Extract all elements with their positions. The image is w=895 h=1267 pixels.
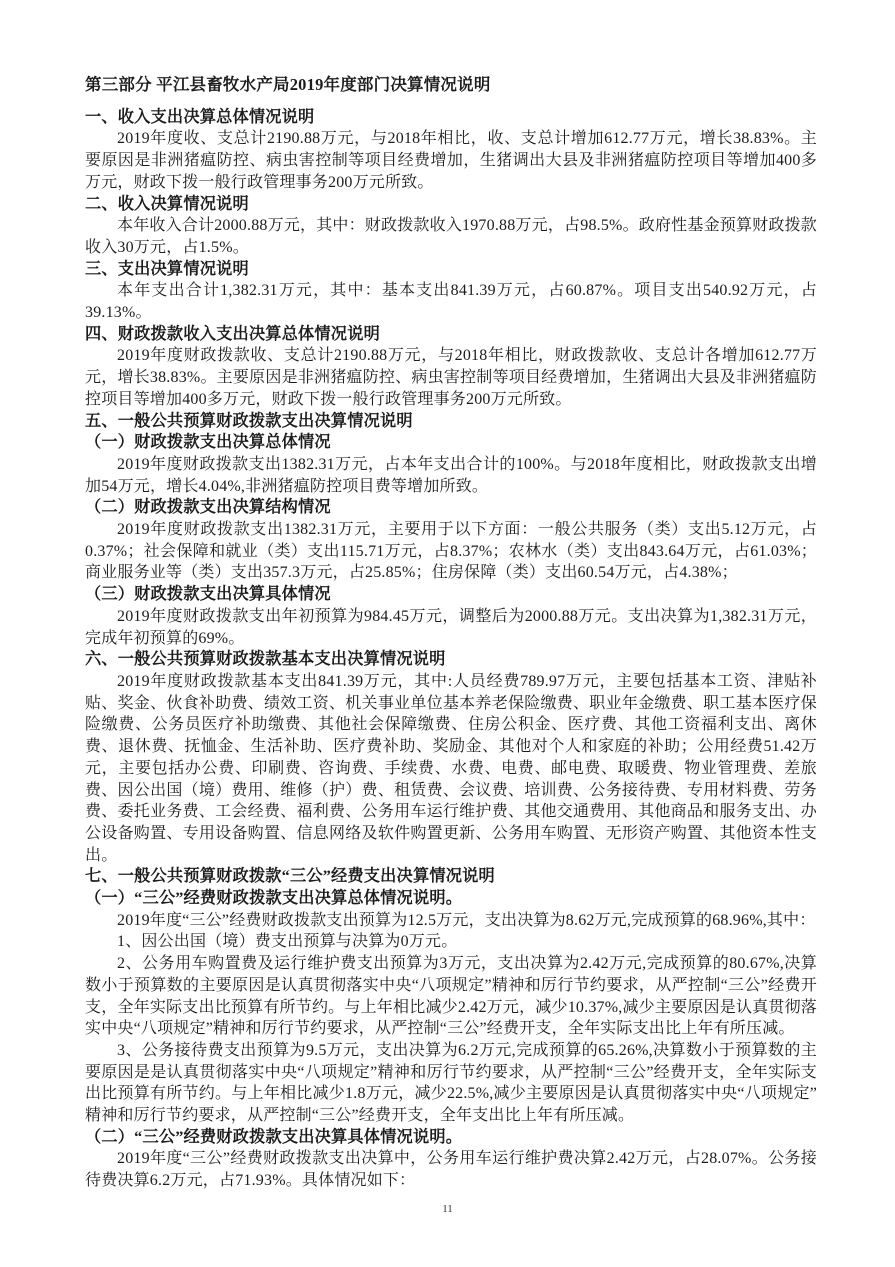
section-heading: （一）“三公”经费财政拨款支出决算总体情况说明。 bbox=[85, 889, 463, 908]
section-heading: 一、收入支出决算总体情况说明 bbox=[85, 107, 315, 126]
paragraph: 2019年度“三公”经费财政拨款支出预算为12.5万元，支出决算为8.62万元,完成预算的68.96%,其中： bbox=[117, 911, 816, 929]
section-heading: 四、财政拨款收入支出决算总体情况说明 bbox=[85, 324, 380, 343]
paragraph: 2019年度财政拨款基本支出841.39万元，其中:人员经费789.97万元，主要包括基本工资、津贴补贴、奖金、伙食补助费、绩效工资、机关事业单位基本养老保险缴费、职业年金缴费、职工基本医疗保险缴费、公务员医疗补助缴费、其他社会保障缴费、住房公积金、医疗费、其他工资福利支出、离休费、退休费、抚恤金、生活补助、医疗费补助、奖励金、其他对个人和家庭的补助；公用经费51.42万元，主要包括办公费、印刷费、咨询费、手续费、水费、电费、邮电费、取暖费、物业管理费、差旅费、因公出国（境）费用、维修（护）费、租赁费、会议费、培训费、公务接待费、专用材料费、劳务费、委托业务费、工会经费、福利费、公务用车运行维护费、其他交通费用、其他商品和服务支出、办公设备购置、专用设备购置、信息网络及软件购置更新、公务用车购置、无形资产购置、其他资本性支出。 bbox=[85, 672, 817, 864]
paragraph: 1、因公出国（境）费支出预算与决算为0万元。 bbox=[117, 933, 458, 951]
paragraph: 2、公务用车购置费及运行维护费支出预算为3万元，支出决算为2.42万元,完成预算的80.67%,决算数小于预算数的主要原因是认真贯彻落实中央“八项规定”精神和厉行节约要求，从严控制“三公”经费开支，全年实际支出比预算有所节约。与上年相比减少2.42万元，减少10.37%,减少主要原因是认真贯彻落实中央“八项规定”精神和厉行节约要求，从严控制“三公”经费开支，全年实际支出比上年有所压减。 bbox=[85, 955, 817, 1038]
section-heading: 七、一般公共预算财政拨款“三公”经费支出决算情况说明 bbox=[85, 867, 495, 886]
paragraph: 3、公务接待费支出预算为9.5万元，支出决算为6.2万元,完成预算的65.26%,决算数小于预算数的主要原因是是认真贯彻落实中央“八项规定”精神和厉行节约要求，从严控制“三公”经费开支，全年实际支出比预算有所节约。与上年相比减少1.8万元，减少22.5%,减少主要原因是认真贯彻落实中央“八项规定”精神和厉行节约要求，从严控制“三公”经费开支，全年支出比上年有所压减。 bbox=[85, 1041, 817, 1125]
section-heading: 六、一般公共预算财政拨款基本支出决算情况说明 bbox=[85, 650, 446, 669]
paragraph: 本年收入合计2000.88万元，其中：财政拨款收入1970.88万元，占98.5%。政府性基金预算财政拨款收入30万元，占1.5%。 bbox=[85, 217, 817, 256]
section-heading: （三）财政拨款支出决算具体情况 bbox=[85, 585, 331, 604]
paragraph: 本年支出合计1,382.31万元，其中：基本支出841.39万元，占60.87%。项目支出540.92万元，占39.13%。 bbox=[85, 282, 817, 322]
section-heading: （二）财政拨款支出决算结构情况 bbox=[85, 498, 331, 517]
section-heading: 三、支出决算情况说明 bbox=[85, 259, 249, 278]
section-heading: （一）财政拨款支出决算总体情况 bbox=[85, 433, 331, 452]
paragraph: 2019年度“三公”经费财政拨款支出决算中，公务用车运行维护费决算2.42万元，占28.07%。公务接待费决算6.2万元，占71.93%。具体情况如下： bbox=[85, 1150, 817, 1190]
paragraph: 2019年度财政拨款支出1382.31万元，占本年支出合计的100%。与2018年度相比，财政拨款支出增加54万元，增长4.04%,非洲猪瘟防控项目费等增加所致。 bbox=[85, 455, 817, 495]
document-title: 第三部分 平江县畜牧水产局2019年度部门决算情况说明 bbox=[85, 75, 491, 94]
paragraph: 2019年度财政拨款支出年初预算为984.45万元，调整后为2000.88万元。支出决算为1,382.31万元，完成年初预算的69%。 bbox=[85, 607, 817, 647]
page-number: 11 bbox=[442, 1203, 453, 1215]
paragraph: 2019年度财政拨款收、支总计2190.88万元，与2018年相比，财政拨款收、支总计各增加612.77万元，增长38.83%。主要原因是非洲猪瘟防控、病虫害控制等项目经费增加，生猪调出大县及非洲猪瘟防控项目等增加400多万元，财政下拨一般行政管理事务200万元所致。 bbox=[85, 347, 817, 408]
paragraph: 2019年度收、支总计2190.88万元，与2018年相比，收、支总计增加612.77万元，增长38.83%。主要原因是非洲猪瘟防控、病虫害控制等项目经费增加，生猪调出大县及非洲猪瘟防控项目等增加400多万元，财政下拨一般行政管理事务200万元所致。 bbox=[85, 130, 817, 191]
section-heading: 二、收入决算情况说明 bbox=[85, 194, 249, 213]
document-body bbox=[85, 74, 817, 1192]
section-heading: 五、一般公共预算财政拨款支出决算情况说明 bbox=[85, 411, 413, 430]
section-heading: （二）“三公”经费财政拨款支出决算具体情况说明。 bbox=[85, 1127, 463, 1146]
paragraph: 2019年度财政拨款支出1382.31万元，主要用于以下方面：一般公共服务（类）支出5.12万元，占0.37%；社会保障和就业（类）支出115.71万元，占8.37%；农林水（类）支出843.64万元，占61.03%；商业服务业等（类）支出357.3万元，占25.85%；住房保障（类）支出60.54万元，占4.38%； bbox=[85, 521, 817, 582]
